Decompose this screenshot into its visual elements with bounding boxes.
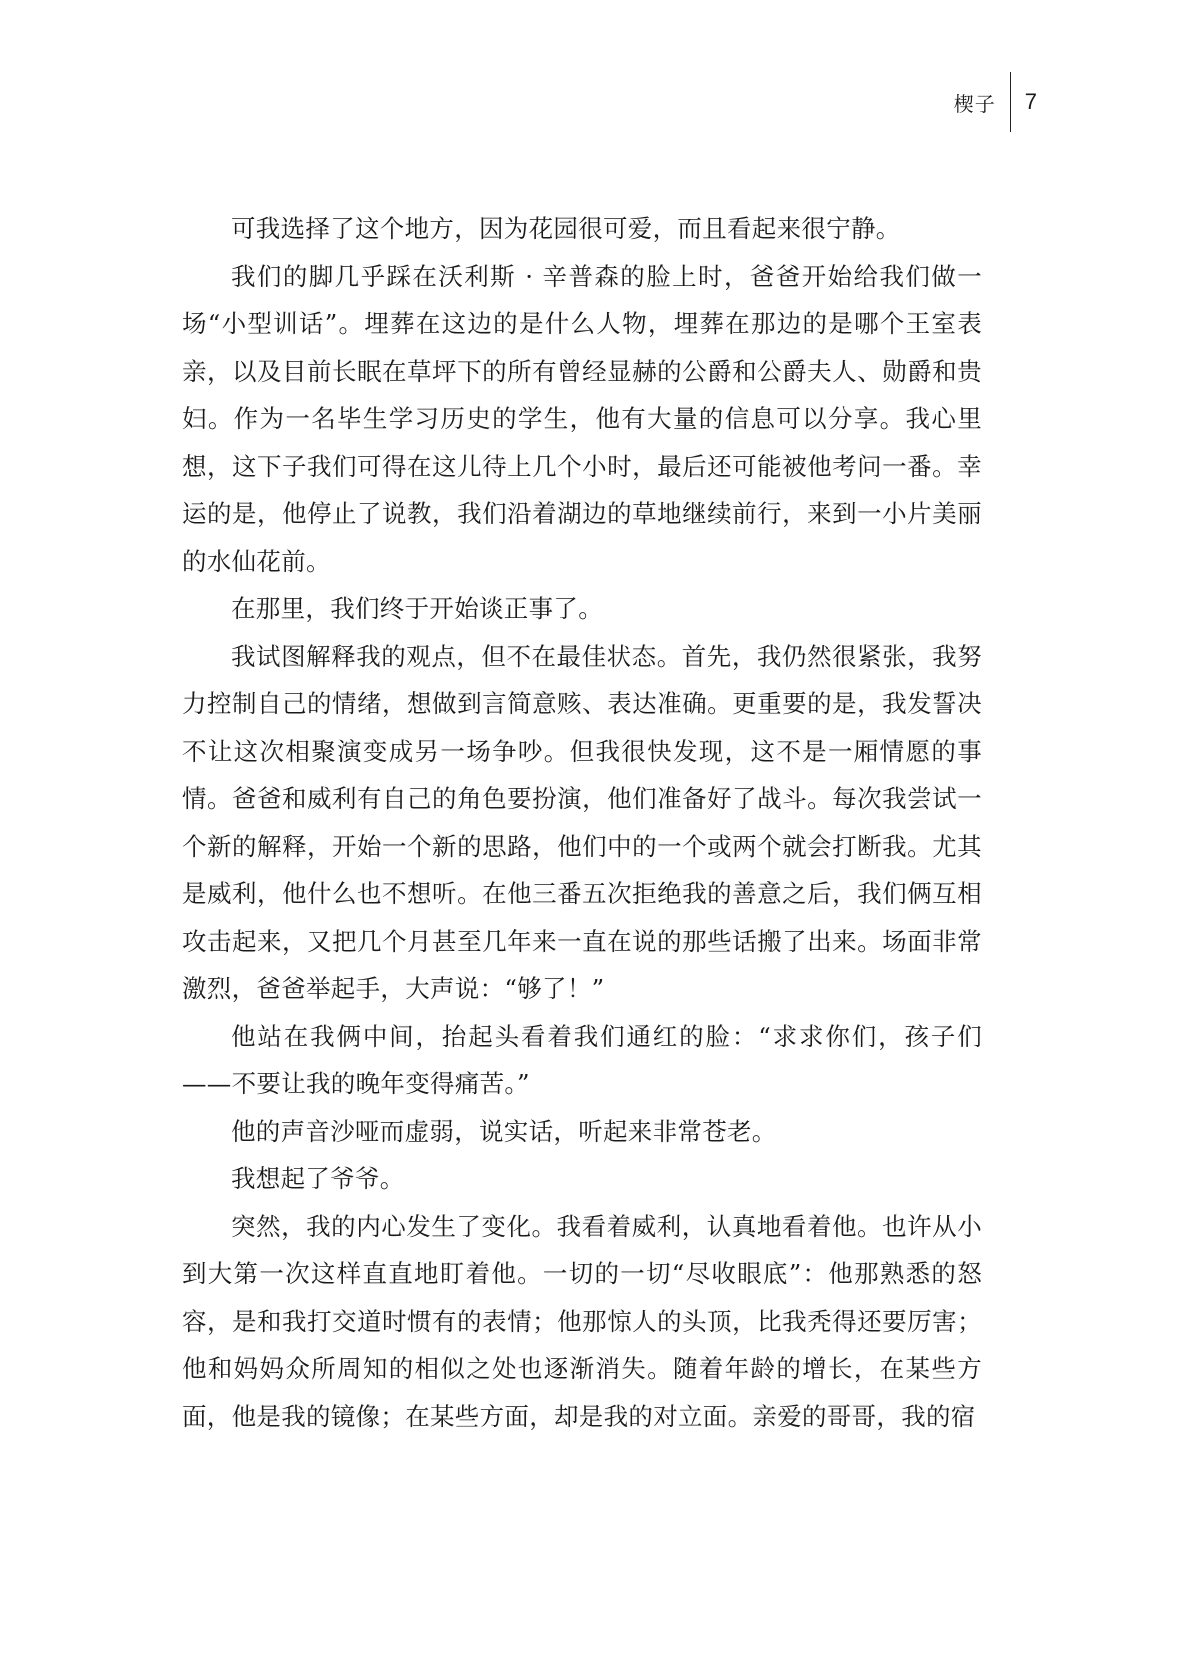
paragraph: 他的声音沙哑而虚弱，说实话，听起来非常苍老。 — [231, 1116, 777, 1146]
header-divider — [1010, 72, 1011, 132]
paragraph: 我想起了爷爷。 — [231, 1164, 405, 1193]
page-number: 7 — [1024, 89, 1037, 114]
paragraph: 在那里，我们终于开始谈正事了。 — [231, 594, 603, 623]
paragraph: 可我选择了这个地方，因为花园很可爱，而且看起来很宁静。 — [231, 214, 901, 243]
paragraph: 我试图解释我的观点，但不在最佳状态。首先，我仍然很紧张，我努力控制自己的情绪，想做到言简意赅、表达准确。更重要的是，我发誓决不让这次相聚演变成另一场争吵。但我很快发现，这不是一厢情愿的事情。爸爸和威利有自己的角色要扮演，他们准备好了战斗。每次我尝试一个新的解释，开始一个新的思路，他们中的一个或两个就会打断我。尤其是威利，他什么也不想听。在他三番五次拒绝我的善意之后，我们俩互相攻击起来，又把几个月甚至几年来一直在说的那些话搬了出来。场面非常激烈，爸爸举起手，大声说：“够了！” — [182, 641, 982, 1003]
running-title: 楔子 — [953, 91, 996, 116]
paragraph: 突然，我的内心发生了变化。我看着威利，认真地看着他。也许从小到大第一次这样直直地盯着他。一切的一切“尽收眼底”：他那熟悉的怒容，是和我打交道时惯有的表情；他那惊人的头顶，比我秃得还要厉害；他和妈妈众所周知的相似之处也逐渐消失。随着年龄的增长，在某些方面，他是我的镜像；在某些方面，却是我的对立面。亲爱的哥哥，我的宿 — [182, 1211, 982, 1431]
paragraph: 我们的脚几乎踩在沃利斯 · 辛普森的脸上时，爸爸开始给我们做一场“小型训话”。埋葬在这边的是什么人物，埋葬在那边的是哪个王室表亲，以及目前长眠在草坪下的所有曾经显赫的公爵和公爵夫人、勋爵和贵妇。作为一名毕生学习历史的学生，他有大量的信息可以分享。我心里想，这下子我们可得在这儿待上几个小时，最后还可能被他考问一番。幸运的是，他停止了说教，我们沿着湖边的草地继续前行，来到一小片美丽的水仙花前。 — [182, 261, 982, 576]
running-header — [954, 72, 1037, 132]
body-text — [182, 205, 982, 1440]
paragraph: 他站在我俩中间，抬起头看着我们通红的脸：“求求你们，孩子们——不要让我的晚年变得痛苦。” — [182, 1021, 982, 1098]
